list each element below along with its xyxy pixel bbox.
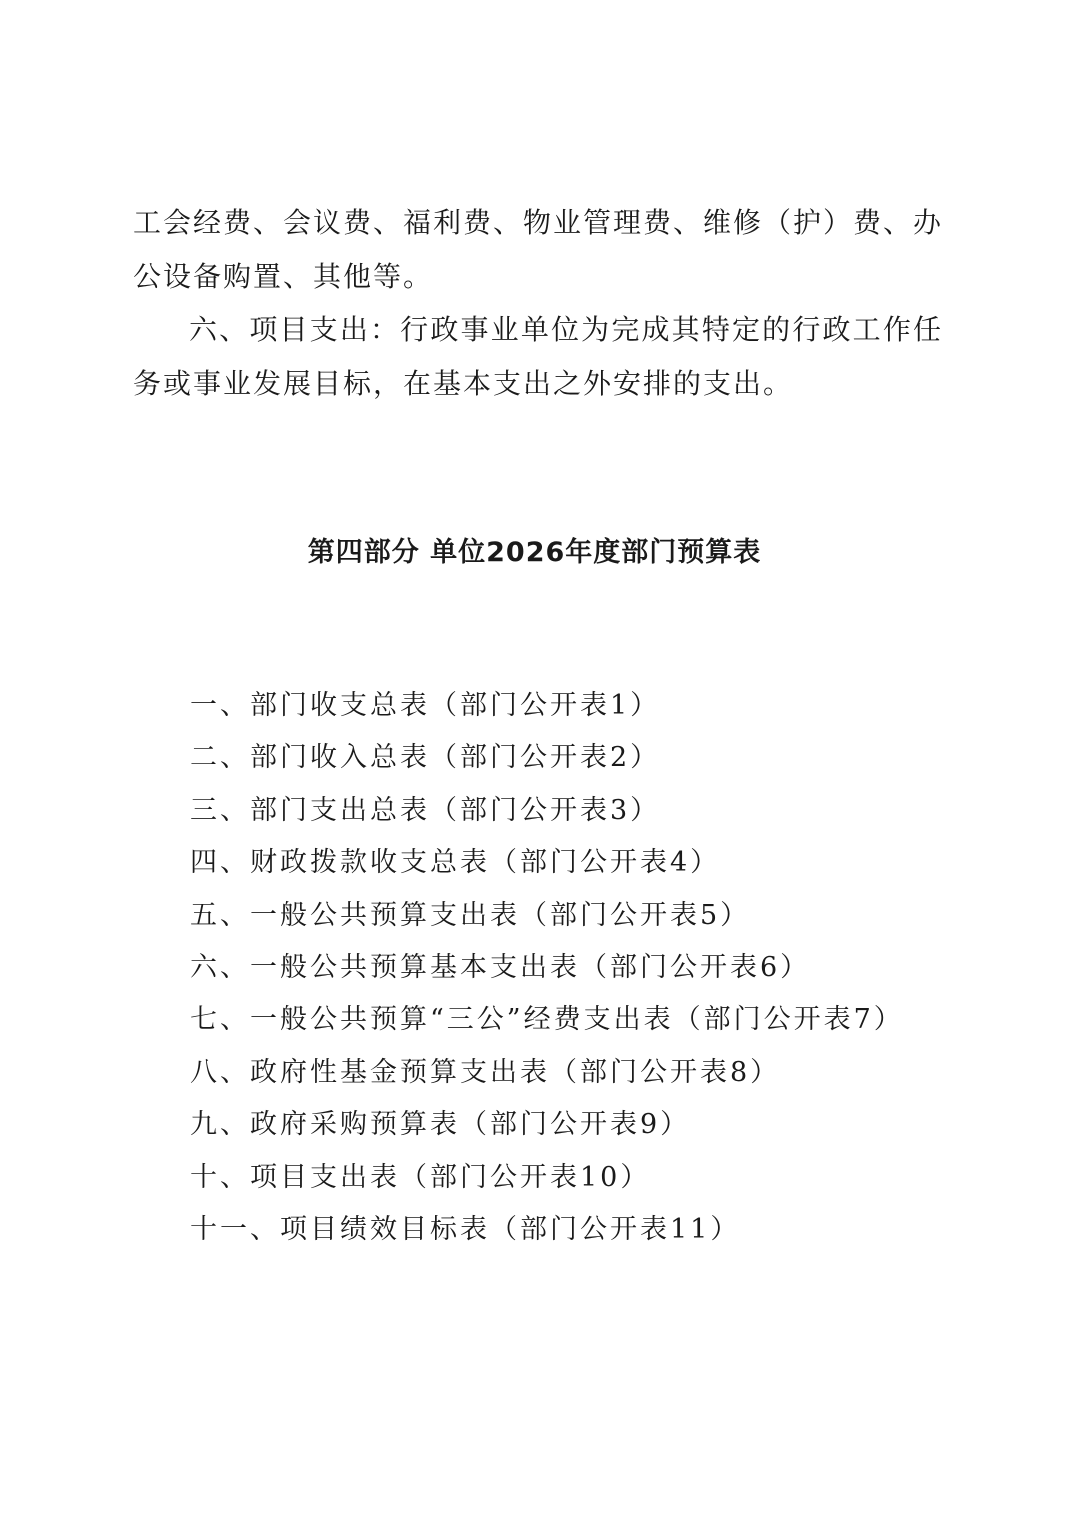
- budget-table-list: [190, 680, 904, 1256]
- list-item: 四、财政拨款收支总表（部门公开表4）: [190, 847, 721, 879]
- list-item: 一、部门收支总表（部门公开表1）: [190, 690, 661, 721]
- list-item: 十一、项目绩效目标表（部门公开表11）: [190, 1214, 741, 1246]
- list-item: 五、一般公共预算支出表（部门公开表5）: [190, 899, 751, 931]
- list-item: 八、政府性基金预算支出表（部门公开表8）: [190, 1056, 781, 1088]
- list-item: 三、部门支出总表（部门公开表3）: [190, 794, 661, 826]
- list-item: 七、一般公共预算“三公”经费支出表（部门公开表7）: [190, 1004, 904, 1036]
- paragraph-continuation: 工会经费、会议费、福利费、物业管理费、维修（护）费、办公设备购置、其他等。: [133, 206, 944, 293]
- list-item: 十、项目支出表（部门公开表10）: [190, 1161, 651, 1193]
- list-item: 六、一般公共预算基本支出表（部门公开表6）: [190, 952, 811, 984]
- list-item: 二、部门收入总表（部门公开表2）: [190, 742, 661, 774]
- paragraph-project-expenditure: 六、项目支出：行政事业单位为完成其特定的行政工作任务或事业发展目标，在基本支出之外安排的支出。: [133, 313, 943, 400]
- section-title: 第四部分 单位2026年度部门预算表: [307, 537, 762, 568]
- list-item: 九、政府采购预算表（部门公开表9）: [190, 1109, 691, 1141]
